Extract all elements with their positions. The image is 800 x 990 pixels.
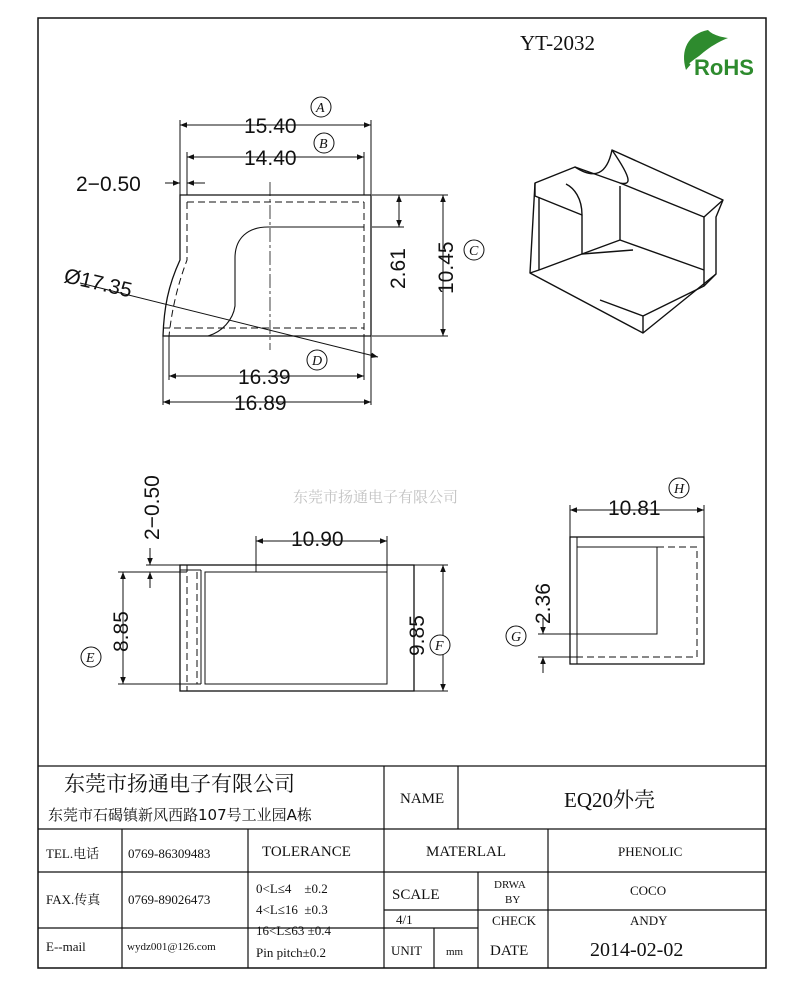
balloon-F-label: F [435,639,444,654]
name-value: EQ20外壳 [564,788,655,812]
email-label: E--mail [46,939,86,954]
balloon-F [430,635,450,655]
balloon-C-label: C [469,244,479,259]
balloon-D-label: D [312,354,323,369]
dim-top-width-value: 10.90 [291,528,344,551]
balloon-D [307,350,327,370]
drawn-by-label-2: BY [505,894,521,906]
dim-B-value: 14.40 [244,147,297,170]
material-value: PHENOLIC [618,844,683,859]
dim-D-value: 16.39 [238,366,291,389]
dim-overall-value: 16.89 [234,392,287,415]
dim-A-value: 15.40 [244,115,297,138]
dim-wall-side-value: 2−0.50 [141,475,164,540]
rohs-logo [684,30,754,80]
dim-E-value: 8.85 [110,611,133,652]
dim-inner-height-value: 2.61 [387,248,410,289]
balloon-E [81,647,101,667]
scale-label: SCALE [392,887,440,903]
balloon-B [314,133,334,153]
side-view-left [118,536,448,691]
dim-diameter-value: Ø17.35 [61,264,135,303]
balloon-B-label: B [319,137,328,152]
balloon-H [669,478,689,498]
balloon-A [311,97,331,117]
balloon-H-label: H [674,482,685,497]
dim-H-value: 10.81 [608,497,661,520]
tolerance-row-2: 4<L≤16 ±0.3 [256,902,328,917]
balloon-G [506,626,526,646]
material-label: MATERLAL [426,844,506,860]
tolerance-row-1: 0<L≤4 ±0.2 [256,881,328,896]
balloon-A-label: A [316,101,325,116]
date-label: DATE [490,943,529,959]
watermark: 东莞市扬通电子有限公司 [293,488,459,506]
dim-wall-top-value: 2−0.50 [76,173,141,196]
balloon-E-label: E [86,651,95,666]
part-number: YT-2032 [520,31,596,55]
date-value: 2014-02-02 [590,939,684,961]
tolerance-label: TOLERANCE [262,844,351,860]
email-value: wydz001@126.com [127,941,216,953]
rohs-logo-text: RoHS [694,55,754,80]
balloon-C [464,240,484,260]
company-address: 东莞市石碣镇新风西路107号工业园A栋 [48,806,312,824]
fax-value: 0769-89026473 [128,892,211,907]
unit-label: UNIT [391,943,423,958]
tolerance-row-4: Pin pitch±0.2 [256,945,326,960]
side-view-right [538,505,704,673]
dim-C-value: 10.45 [435,241,458,294]
check-label: CHECK [492,913,537,928]
tel-value: 0769-86309483 [128,846,211,861]
fax-label: FAX.传真 [46,892,101,907]
check-value: ANDY [630,913,668,928]
balloon-G-label: G [511,630,522,645]
company-name: 东莞市扬通电子有限公司 [64,772,295,796]
unit-value: mm [446,946,464,958]
dim-F-value: 9.85 [406,615,429,656]
tel-label: TEL.电话 [46,846,100,861]
drawn-by-value: COCO [630,883,667,898]
drawn-by-label-1: DRWA [494,879,526,891]
tolerance-row-3: 16<L≤63 ±0.4 [256,923,332,938]
dim-G-value: 2.36 [532,583,555,624]
isometric-view [530,150,723,333]
scale-value: 4/1 [396,912,413,927]
name-label: NAME [400,791,445,807]
